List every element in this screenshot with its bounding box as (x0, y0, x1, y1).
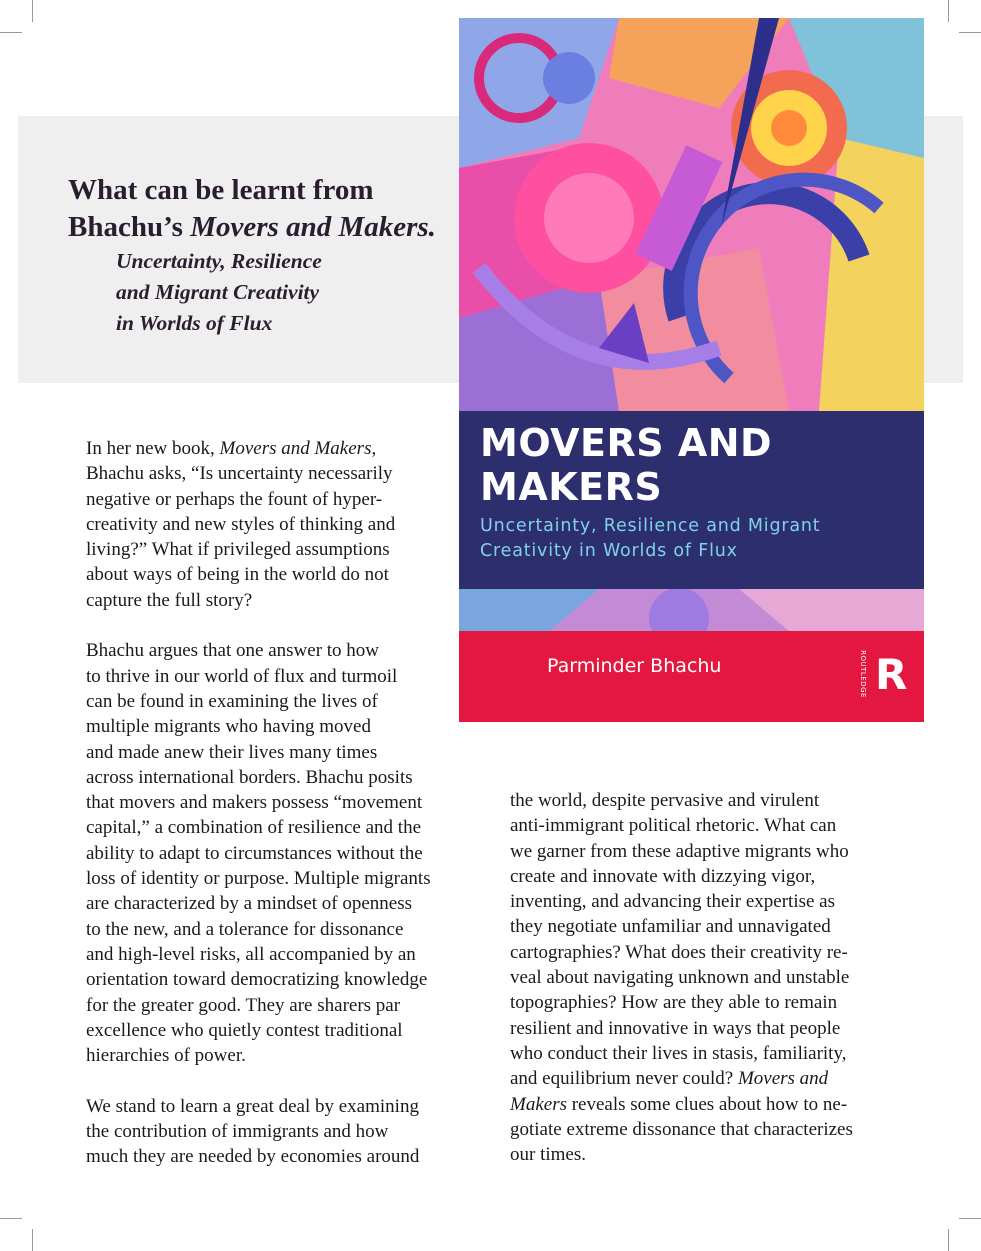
crop-mark (0, 32, 22, 33)
text-line: Bhachu asks, “Is uncertainty necessarily (86, 463, 393, 485)
text-line: inventing, and advancing their expertise as (510, 891, 836, 913)
text-run: reveals some clues about how to ne- (566, 1093, 848, 1115)
subtitle-line: in Worlds of Flux (116, 311, 273, 335)
publisher-mark: R (875, 650, 908, 699)
title-line-1: What can be learnt from (68, 174, 374, 206)
text-line: orientation toward democratizing knowledge (86, 969, 428, 991)
article-title (68, 172, 458, 246)
book-cover (459, 18, 924, 722)
text-line: excellence who quietly contest traditional (86, 1019, 403, 1041)
text-line: the world, despite pervasive and virulent (510, 790, 820, 811)
text-line: much they are needed by economies around (86, 1146, 420, 1168)
subtitle-line: Uncertainty, Resilience (116, 249, 322, 273)
text-line: and high-level risks, all accompanied by an (86, 943, 416, 965)
cover-subtitle (480, 514, 920, 564)
text-line: gotiate extreme dissonance that characterizes (510, 1118, 853, 1140)
crop-mark (948, 1229, 949, 1251)
text-line: and made anew their lives many times (86, 741, 378, 763)
cover-subtitle-line: Uncertainty, Resilience and Migrant (480, 516, 821, 536)
text-line: are characterized by a mindset of openness (86, 893, 413, 915)
text-line: loss of identity or purpose. Multiple migrants (86, 868, 431, 890)
right-column (510, 788, 910, 1167)
crop-mark (959, 1218, 981, 1219)
text-line: we garner from these adaptive migrants who (510, 840, 849, 862)
text-line: cartographies? What does their creativity re- (510, 941, 848, 963)
cover-title-line: MOVERS AND (480, 421, 773, 465)
cover-author: Parminder Bhachu (547, 655, 722, 677)
text-line: anti-immigrant political rhetoric. What can (510, 815, 837, 837)
publisher-word: ROUTLEDGE (859, 650, 867, 698)
crop-mark (32, 1229, 33, 1251)
text-line: multiple migrants who having moved (86, 716, 371, 738)
text-line: they negotiate unfamiliar and unnavigated (510, 916, 831, 938)
text-line: that movers and makers possess “movement (86, 792, 423, 814)
cover-author-band (459, 631, 924, 722)
text-line: about ways of being in the world do not (86, 564, 389, 586)
text-line: living?” What if privileged assumptions (86, 539, 390, 561)
text-run: In her new book, (86, 438, 220, 459)
text-line: negative or perhaps the fount of hyper- (86, 488, 383, 510)
book-title-italic: Movers and (737, 1068, 829, 1090)
cover-title (480, 421, 920, 509)
text-line: resilient and innovative in ways that people (510, 1017, 841, 1039)
text-line: to thrive in our world of flux and turmoil (86, 665, 398, 687)
subtitle-line: and Migrant Creativity (116, 280, 320, 304)
text-line: veal about navigating unknown and unstable (510, 967, 850, 989)
left-column (86, 436, 476, 1170)
paragraph-4 (510, 788, 910, 1167)
text-line: Bhachu argues that one answer to how (86, 640, 380, 662)
crop-mark (0, 1218, 22, 1219)
text-line: our times. (510, 1144, 586, 1166)
text-line: ability to adapt to circumstances without the (86, 842, 423, 864)
text-line: across international borders. Bhachu posits (86, 766, 413, 788)
crop-mark (948, 0, 949, 22)
paragraph-2 (86, 638, 476, 1068)
cover-artwork (459, 18, 924, 722)
text-line: for the greater good. They are sharers par (86, 994, 401, 1016)
text-line: to the new, and a tolerance for dissonance (86, 918, 404, 940)
cover-subtitle-line: Creativity in Worlds of Flux (480, 541, 738, 561)
text-run: and equilibrium never could? (510, 1068, 738, 1090)
title-author: Bhachu’s (68, 211, 191, 243)
cover-title-band (459, 411, 924, 589)
text-line: create and innovate with dizzying vigor, (510, 865, 816, 887)
paragraph-3 (86, 1094, 476, 1170)
crop-mark (959, 32, 981, 33)
paragraph-1 (86, 436, 476, 613)
text-line: hierarchies of power. (86, 1045, 246, 1067)
text-line: capital,” a combination of resilience and the (86, 817, 421, 839)
routledge-logo (857, 643, 908, 709)
text-line: creativity and new styles of thinking and (86, 513, 396, 535)
text-line: capture the full story? (86, 589, 253, 611)
text-line: can be found in examining the lives of (86, 690, 378, 712)
text-line: We stand to learn a great deal by examining (86, 1095, 419, 1117)
title-book: Movers and Makers. (190, 211, 436, 243)
book-title-italic: Movers and Makers (219, 438, 372, 459)
crop-mark (32, 0, 33, 22)
text-line: topographies? How are they able to remain (510, 992, 838, 1014)
article-subtitle (116, 246, 446, 339)
text-line: who conduct their lives in stasis, familiarity, (510, 1042, 847, 1064)
book-title-italic: Makers (510, 1093, 567, 1115)
cover-title-line: MAKERS (480, 465, 663, 509)
text-run: , (371, 438, 377, 459)
text-line: the contribution of immigrants and how (86, 1121, 389, 1143)
